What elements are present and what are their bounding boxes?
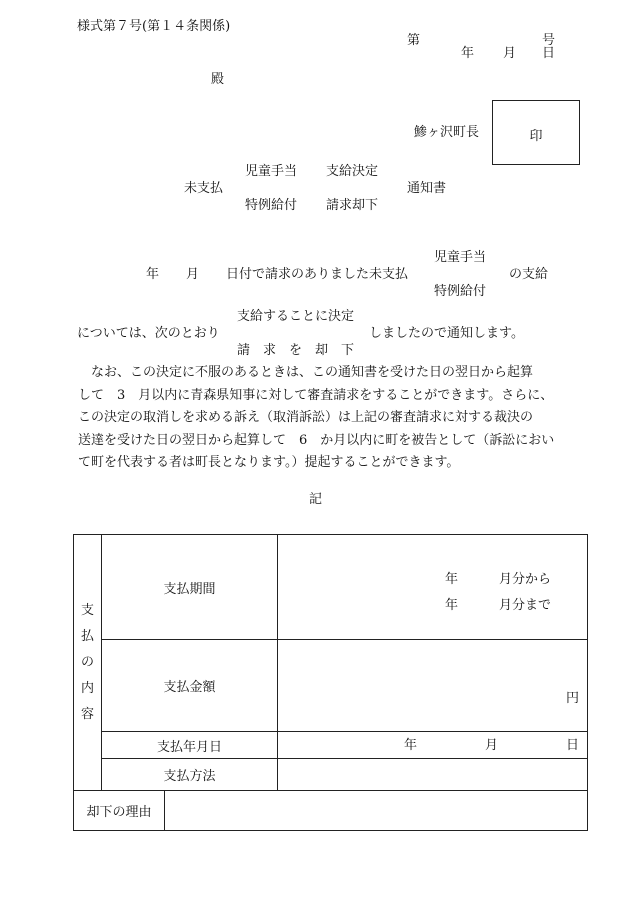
notice-line: て町を代表する者は町長となります。）提起することができます。 bbox=[78, 455, 460, 470]
payment-date-field[interactable] bbox=[278, 732, 588, 759]
addressee-suffix: 殿 bbox=[211, 72, 225, 87]
body-option-child-allowance: 児童手当 bbox=[434, 250, 487, 265]
document-number-prefix: 第 bbox=[407, 33, 421, 48]
title-suffix: 通知書 bbox=[407, 181, 447, 196]
notice-line: なお、この決定に不服のあるときは、この通知書を受けた日の翌日から起算 bbox=[78, 365, 534, 380]
amount-unit-yen: 円 bbox=[566, 691, 580, 706]
payment-method-label: 支払方法 bbox=[102, 759, 278, 791]
notice-line: 送達を受けた日の翌日から起算して 6 か月以内に町を被告として（訴訟におい bbox=[78, 432, 555, 448]
period-to-month: 月分まで bbox=[499, 598, 552, 613]
period-from-year: 年 bbox=[445, 572, 459, 587]
payment-date-month: 月 bbox=[485, 738, 499, 753]
body-option-reject: 請 求 を 却 下 bbox=[237, 343, 355, 358]
rejection-reason-label: 却下の理由 bbox=[74, 791, 165, 831]
notice-line: この決定の取消しを求める訴え（取消訴訟）は上記の審査請求に対する裁決の bbox=[78, 410, 534, 425]
issue-date-day: 日 bbox=[542, 46, 556, 61]
form-number: 様式第７号(第１４条関係) bbox=[77, 19, 231, 34]
period-to-year: 年 bbox=[445, 598, 459, 613]
body-option-grant: 支給することに決定 bbox=[237, 309, 355, 324]
rejection-reason-field[interactable] bbox=[165, 791, 588, 831]
body-date-month: 月 bbox=[186, 267, 200, 282]
payment-period-label: 支払期間 bbox=[102, 535, 278, 640]
issue-date-month: 月 bbox=[503, 46, 517, 61]
payment-amount-field[interactable] bbox=[278, 640, 588, 732]
seal-box bbox=[492, 100, 580, 165]
title-option-special-benefit: 特例給付 bbox=[245, 198, 298, 213]
notice-line: して 3 月以内に青森県知事に対して審査請求をすることができます。さらに、 bbox=[78, 387, 554, 403]
seal-mark: 印 bbox=[529, 129, 543, 144]
period-from-month: 月分から bbox=[499, 572, 552, 587]
issue-date-year: 年 bbox=[461, 46, 475, 61]
body-line2-end: しましたので通知します。 bbox=[369, 326, 524, 341]
payment-date-day: 日 bbox=[566, 738, 580, 753]
document-number-suffix: 号 bbox=[542, 33, 556, 48]
body-line1-end: の支給 bbox=[509, 267, 549, 282]
issuer-name: 鯵ヶ沢町長 bbox=[414, 125, 480, 140]
body-line2-start: については、次のとおり bbox=[77, 326, 220, 341]
body-option-special-benefit: 特例給付 bbox=[434, 284, 487, 299]
title-option-claim-rejection: 請求却下 bbox=[326, 198, 379, 213]
appeal-notice bbox=[78, 362, 584, 475]
record-heading: 記 bbox=[309, 492, 323, 507]
payment-date-year: 年 bbox=[404, 738, 418, 753]
payment-details-group-label: 支 払 の 内 容 bbox=[74, 535, 102, 791]
payment-date-label: 支払年月日 bbox=[102, 732, 278, 759]
title-option-child-allowance: 児童手当 bbox=[245, 164, 298, 179]
title-option-payment-decision: 支給決定 bbox=[326, 164, 379, 179]
payment-record-table bbox=[73, 534, 588, 831]
payment-amount-label: 支払金額 bbox=[102, 640, 278, 732]
body-line1-text: 日付で請求のありました未支払 bbox=[226, 267, 409, 282]
title-prefix: 未支払 bbox=[184, 181, 224, 196]
body-date-year: 年 bbox=[146, 267, 160, 282]
payment-period-field[interactable] bbox=[278, 535, 588, 640]
payment-method-field[interactable] bbox=[278, 759, 588, 791]
